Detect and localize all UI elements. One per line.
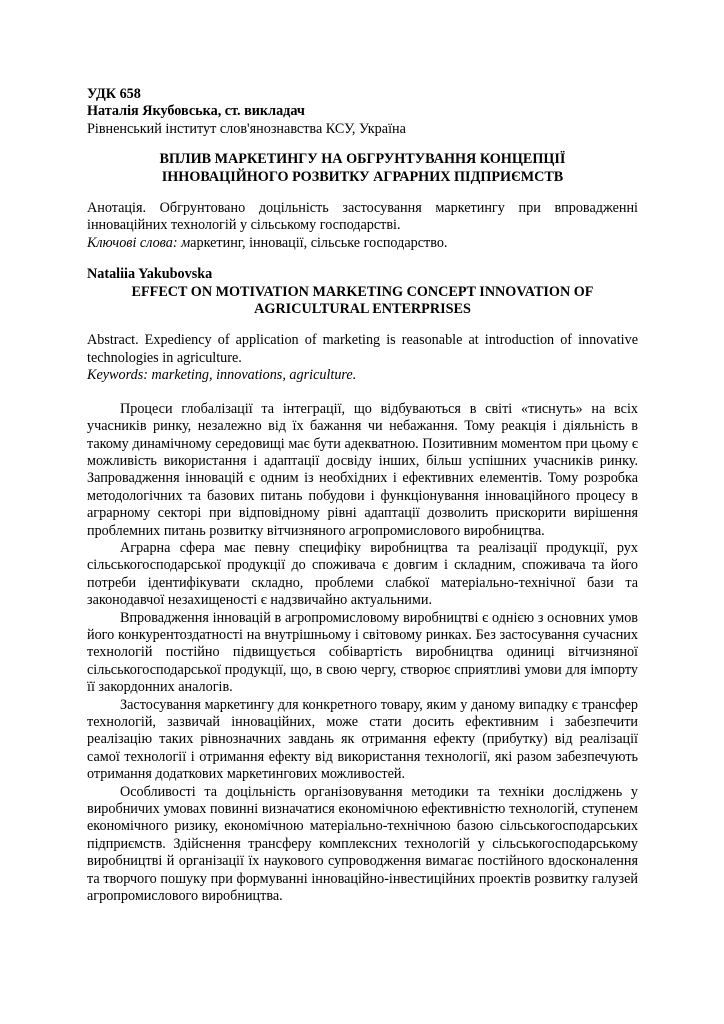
title-ua-line-2: ІННОВАЦІЙНОГО РОЗВИТКУ АГРАРНИХ ПІДПРИЄМСТВ [161, 168, 564, 185]
keywords-ua [87, 235, 638, 252]
body-paragraph: Впровадження інновацій в агропромисловому виробництві є однією з основних умов його конкурентоздатності на внутрішньому і світовому ринках. Без застосування сучасних технологій постійно підвищується собівартість виробництва одиниці вітчизняної сільськогосподарської продукції, що, в свою чергу, створює сприятливі умови для імпорту її закордонних аналогів. [87, 609, 638, 696]
affiliation: Рівненський інститут слов'янознавства КСУ, Україна [87, 120, 406, 137]
keywords-ua-text: аркетинг, інновації, сільське господарство. [190, 234, 448, 251]
title-ua [87, 151, 638, 186]
abstract-ua-block [87, 200, 638, 252]
udc-code: УДК 658 [87, 86, 141, 102]
author-en: Nataliia Yakubovska [87, 266, 213, 283]
keywords-en: Keywords: marketing, innovations, agriculture. [87, 367, 357, 384]
body-paragraph: Застосування маркетингу для конкретного товару, яким у даному випадку є трансфер технологій, зазвичай інноваційних, може стати досить ефективним і забезпечити реалізацію таких рівнозначних завдань як отримання ефекту (прибутку) від реалізації самої технології і отримання ефекту від використання технології, які разом забезпечують отримання додаткових маркетингових можливостей. [87, 696, 638, 783]
keywords-ua-label: Ключові слова: м [87, 234, 191, 251]
title-en-line-1: EFFECT ON MOTIVATION MARKETING CONCEPT INNOVATION OF [131, 283, 594, 300]
body-paragraph: Аграрна сфера має певну специфіку виробництва та реалізації продукції, рух сільськогосподарської продукції до споживача є довгим і складним, споживача та його потреби ідентифікувати складно, проблеми слабкої матеріально-технічної бази та законодавчої незахищеності є надзвичайно актуальними. [87, 539, 638, 609]
abstract-ua: Анотація. Обгрунтовано доцільність застосування маркетингу при впровадженні інноваційних технологій у сільському господарстві. [87, 200, 638, 234]
page-content [87, 86, 638, 905]
english-block [87, 266, 638, 384]
author-ua: Наталія Якубовська, ст. викладач [87, 103, 305, 120]
abstract-en: Abstract. Expediency of application of marketing is reasonable at introduction of innovative technologies in agriculture. [87, 332, 638, 366]
body-paragraph: Процеси глобалізації та інтеграції, що відбуваються в світі «тиснуть» на всіх учасників ринку, незалежно від їх бажання чи небажання. Тому реакція і діяльність в такому динамічному середовищі має бути адекватною. Позитивним моментом при цьому є можливість використання і адаптації досвіду інших, більш успішних учасників ринку. Запровадження інновацій є одним із необхідних і ефективних елементів. Тому розробка методологічних та базових питань побудови і функціонування інноваційного процесу в аграрному секторі при відповідному рівні адаптації дозволить прискорити вирішення проблемних питань розвитку вітчизняного агропромислового виробництва. [87, 400, 638, 539]
article-body [87, 401, 638, 906]
body-paragraph: Особливості та доцільність організовування методики та техніки досліджень у виробничих умовах повинні визначатися економічною ефективністю технологій, ступенем економічного ризику, економічною матеріально-технічною базою сільськогосподарських підприємств. Здійснення трансферу комплексних технологій у сільськогосподарському виробництві й організації їх наукового супроводження вимагає постійного вдосконалення та творчого пошуку при формуванні інноваційно-інвестиційних проектів розвитку галузей агропромислового виробництва. [87, 783, 638, 905]
title-ua-line-1: ВПЛИВ МАРКЕТИНГУ НА ОБГРУНТУВАННЯ КОНЦЕПЦІЇ [159, 151, 566, 168]
title-en-line-2: AGRICULTURAL ENTERPRISES [254, 301, 471, 318]
